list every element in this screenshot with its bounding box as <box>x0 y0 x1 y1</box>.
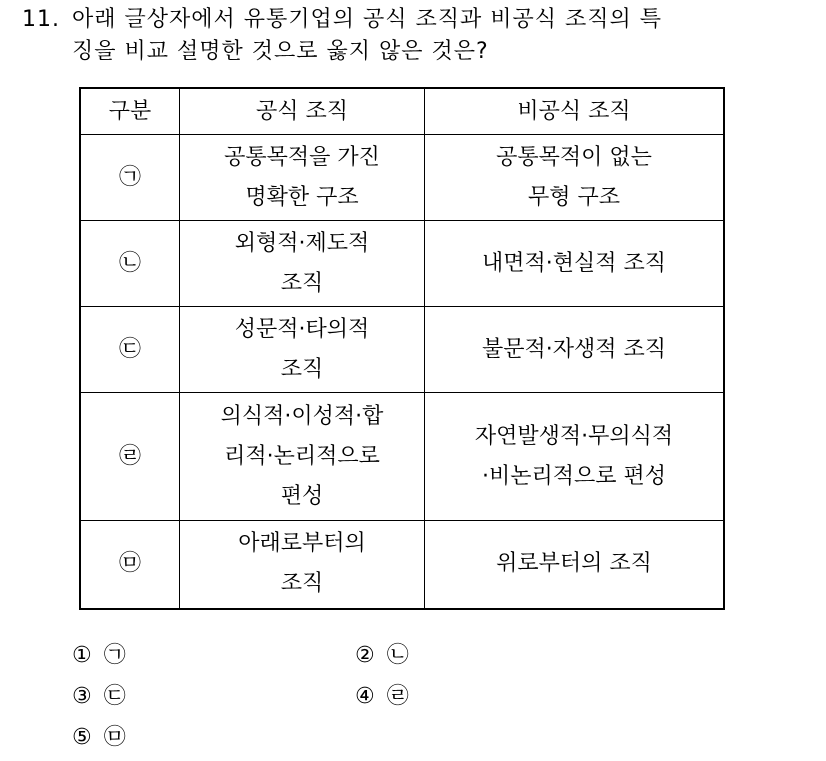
choice-number: ① <box>72 643 92 668</box>
choice-number: ③ <box>72 684 92 709</box>
comparison-table <box>79 87 725 610</box>
table-row <box>80 521 724 609</box>
cell-line: 무형 구조 <box>527 184 620 210</box>
answer-choice-3[interactable] <box>72 679 126 715</box>
cell-line: 내면적·현실적 조직 <box>481 250 666 276</box>
cell-line: 자연발생적·무의식적 <box>474 423 674 449</box>
formal-cell <box>180 393 425 521</box>
cell-line: 공통목적을 가진 <box>224 144 380 170</box>
row-marker: ㉤ <box>80 521 180 609</box>
cell-line: 성문적·타의적 <box>234 316 370 342</box>
choice-label: ㉤ <box>103 725 126 750</box>
question-line-1 <box>22 4 812 36</box>
formal-cell <box>180 521 425 609</box>
cell-line: 위로부터의 조직 <box>496 551 652 577</box>
choice-number: ④ <box>355 684 375 709</box>
question-text-line-1: 아래 글상자에서 유통기업의 공식 조직과 비공식 조직의 특 <box>72 7 663 32</box>
table-row <box>80 135 724 221</box>
question-stem <box>22 4 812 68</box>
cell-line: 불문적·자생적 조직 <box>481 336 666 362</box>
informal-cell <box>425 221 725 307</box>
row-marker: ㉠ <box>80 135 180 221</box>
choice-number: ② <box>355 643 375 668</box>
choice-row <box>72 638 772 679</box>
header-category: 구분 <box>80 88 180 135</box>
choice-number: ⑤ <box>72 725 92 750</box>
informal-cell <box>425 393 725 521</box>
answer-choice-4[interactable] <box>355 679 409 715</box>
formal-cell <box>180 221 425 307</box>
formal-cell <box>180 307 425 393</box>
cell-line: 의식적·이성적·합 <box>220 403 384 429</box>
informal-cell <box>425 307 725 393</box>
question-text-line-2: 징을 비교 설명한 것으로 옳지 않은 것은? <box>72 39 489 64</box>
answer-choice-1[interactable] <box>72 638 126 674</box>
choice-row <box>72 679 772 720</box>
answer-choice-2[interactable] <box>355 638 409 674</box>
row-marker: ㉡ <box>80 221 180 307</box>
row-marker: ㉢ <box>80 307 180 393</box>
cell-line: 아래로부터의 <box>238 531 366 557</box>
choice-label: ㉡ <box>386 643 409 668</box>
cell-line: 조직 <box>280 356 324 382</box>
cell-line: 외형적·제도적 <box>234 230 370 256</box>
cell-line: 조직 <box>280 571 324 597</box>
cell-line: 공통목적이 없는 <box>496 144 652 170</box>
informal-cell <box>425 521 725 609</box>
choice-label: ㉠ <box>103 643 126 668</box>
cell-line: 리적·논리적으로 <box>224 443 380 469</box>
informal-cell <box>425 135 725 221</box>
formal-cell <box>180 135 425 221</box>
cell-line: 조직 <box>280 270 324 296</box>
header-formal-organization: 공식 조직 <box>180 88 425 135</box>
cell-line: ·비논리적으로 편성 <box>481 463 666 489</box>
answer-choices <box>72 638 772 761</box>
row-marker: ㉣ <box>80 393 180 521</box>
table-row <box>80 221 724 307</box>
choice-row <box>72 720 772 761</box>
cell-line: 편성 <box>280 483 324 509</box>
cell-line: 명확한 구조 <box>245 184 359 210</box>
choice-label: ㉢ <box>103 684 126 709</box>
header-informal-organization: 비공식 조직 <box>425 88 725 135</box>
table-row <box>80 307 724 393</box>
answer-choice-5[interactable] <box>72 720 126 756</box>
table-header-row <box>80 88 724 135</box>
table-row <box>80 393 724 521</box>
question-number: 11. <box>22 7 60 32</box>
choice-label: ㉣ <box>386 684 409 709</box>
